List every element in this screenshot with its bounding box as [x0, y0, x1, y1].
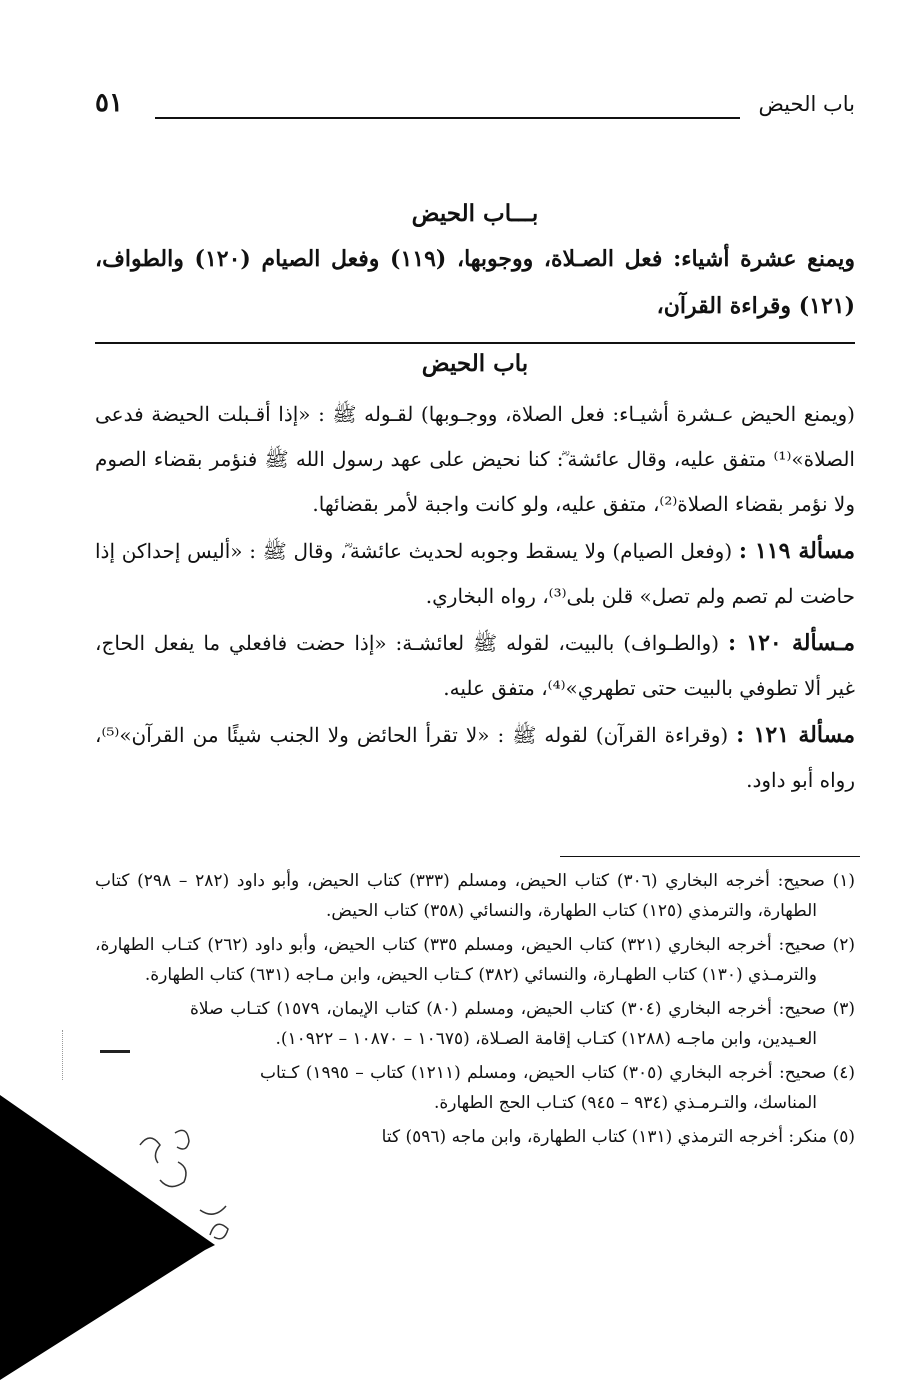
margin-dash-mark — [100, 1050, 130, 1053]
footnote-text: صحيح: أخرجه البخاري (٣٠٦) كتاب الحيض، ومسلم (٣٣٣) كتاب الحيض، وأبو داود (٢٨٢ – ٢٩٨) كتاب الطهارة، والترمذي (١٢٥) كتاب الطهارة، والنسائي (٣٥٨) كتاب الحيض. — [95, 871, 825, 921]
footnote-text: صحيح: أخرجه البخاري (٣٢١) كتاب الحيض، ومسلم ٣٣٥) كتاب الحيض، وأبو داود (٢٦٢) كتـاب الطهارة، والترمـذي (١٣٠) كتاب الطهـارة، والنسائي (٣٨٢) كـتاب الحيض، وابن مـاجه (٦٣١) كتاب الطهارة. — [95, 935, 826, 985]
page-number: ٥١ — [95, 88, 123, 118]
sharh-intro-paragraph: (ويمنع الحيض عـشرة أشيـاء: فعل الصلاة، ووجـوبها) لقـوله ﷺ : «إذا أقـبلت الحيضة فدعى الصلاة»⁽¹⁾ متفق عليه، وقال عائشة ؓ: كنا نحيض على عهد رسول الله ﷺ فنؤمر بقضاء الصوم ولا نؤمر بقضاء الصلاة⁽²⁾، متفق عليه، ولو كانت واجبة لأمر بقضائها. — [95, 402, 855, 516]
page-header — [95, 88, 855, 132]
footnote-text: صحيح: أخرجه البخاري (٣٠٥) كتاب الحيض، ومسلم (١٢١١) كتاب – ١٩٩٥) كـتاب المناسك، والتـرمـذي (٩٣٤ – ٩٤٥) كتـاب الحج الطهارة. — [260, 1063, 827, 1113]
footnote-number: (٢) — [832, 935, 856, 955]
scan-edge-shadow — [0, 1095, 330, 1393]
footnote-text: منكر: أخرجه الترمذي (١٣١) كتاب الطهارة، وابن ماجه (٥٩٦) كتا — [381, 1127, 828, 1147]
footnote-number: (٣) — [832, 999, 856, 1019]
masala-label: مسألة ١١٩ : — [738, 538, 855, 564]
masala-paragraph — [95, 713, 855, 803]
sharh-body — [95, 392, 855, 805]
footnote-item — [260, 1058, 855, 1118]
footnote-number: (٤) — [832, 1063, 855, 1083]
footnote-item — [95, 930, 855, 990]
masala-text: (والطـواف) بالبيت، لقوله ﷺ لعائشـة: «إذا حضت فافعلي ما يفعل الحاج، غير ألا تطوفي بالبيت حتى تطهري»⁽⁴⁾، متفق عليه. — [95, 631, 855, 700]
running-chapter-title: باب الحيض — [758, 92, 855, 116]
footnote-text: صحيح: أخرجه البخاري (٣٠٤) كتاب الحيض، ومسلم (٨٠) كتاب الإيمان، ١٥٧٩) كتـاب صلاة العـيدين، وابن ماجـه (١٢٨٨) كتـاب إقامة الصـلاة، (١٠٦٧٥ – ١٠٨٧٠ – ١٠٩٢٢). — [190, 999, 826, 1049]
footnote-item — [300, 1122, 855, 1152]
masala-text: (وقراءة القرآن) لقوله ﷺ : «لا تقرأ الحائض ولا الجنب شيئًا من القرآن»⁽⁵⁾، رواه أبو داود. — [95, 723, 855, 792]
masala-paragraph — [95, 621, 855, 711]
header-rule — [155, 117, 740, 119]
footnote-number: (٥) — [832, 1127, 855, 1147]
sharh-chapter-title: باب الحيض — [421, 350, 529, 377]
margin-dots — [62, 1030, 65, 1080]
masala-label: مـسألة ١٢٠ : — [727, 630, 856, 656]
matn-text: ويمنع عشرة أشياء: فعل الصـلاة، ووجوبها، (١١٩) وفعل الصيام (١٢٠) والطواف، (١٢١) وقراءة القرآن، — [95, 246, 855, 319]
footnote-item — [95, 866, 855, 926]
footnote-number: (١) — [832, 871, 856, 891]
masala-paragraph — [95, 529, 855, 619]
footnote-item — [190, 994, 855, 1054]
matn-chapter-title: بـــاب الحيض — [411, 200, 539, 227]
matn-separator-rule — [95, 342, 855, 344]
masala-text: (وفعل الصيام) ولا يسقط وجوبه لحديث عائشة ؓ، وقال ﷺ : «أليس إحداكن إذا حاضت لم تصم ولم تصل» قلن بلى⁽³⁾، رواه البخاري. — [95, 539, 855, 608]
masala-label: مسألة ١٢١ : — [736, 722, 855, 748]
footnote-separator-rule — [560, 856, 860, 857]
page-fold-shadow — [0, 1095, 215, 1380]
